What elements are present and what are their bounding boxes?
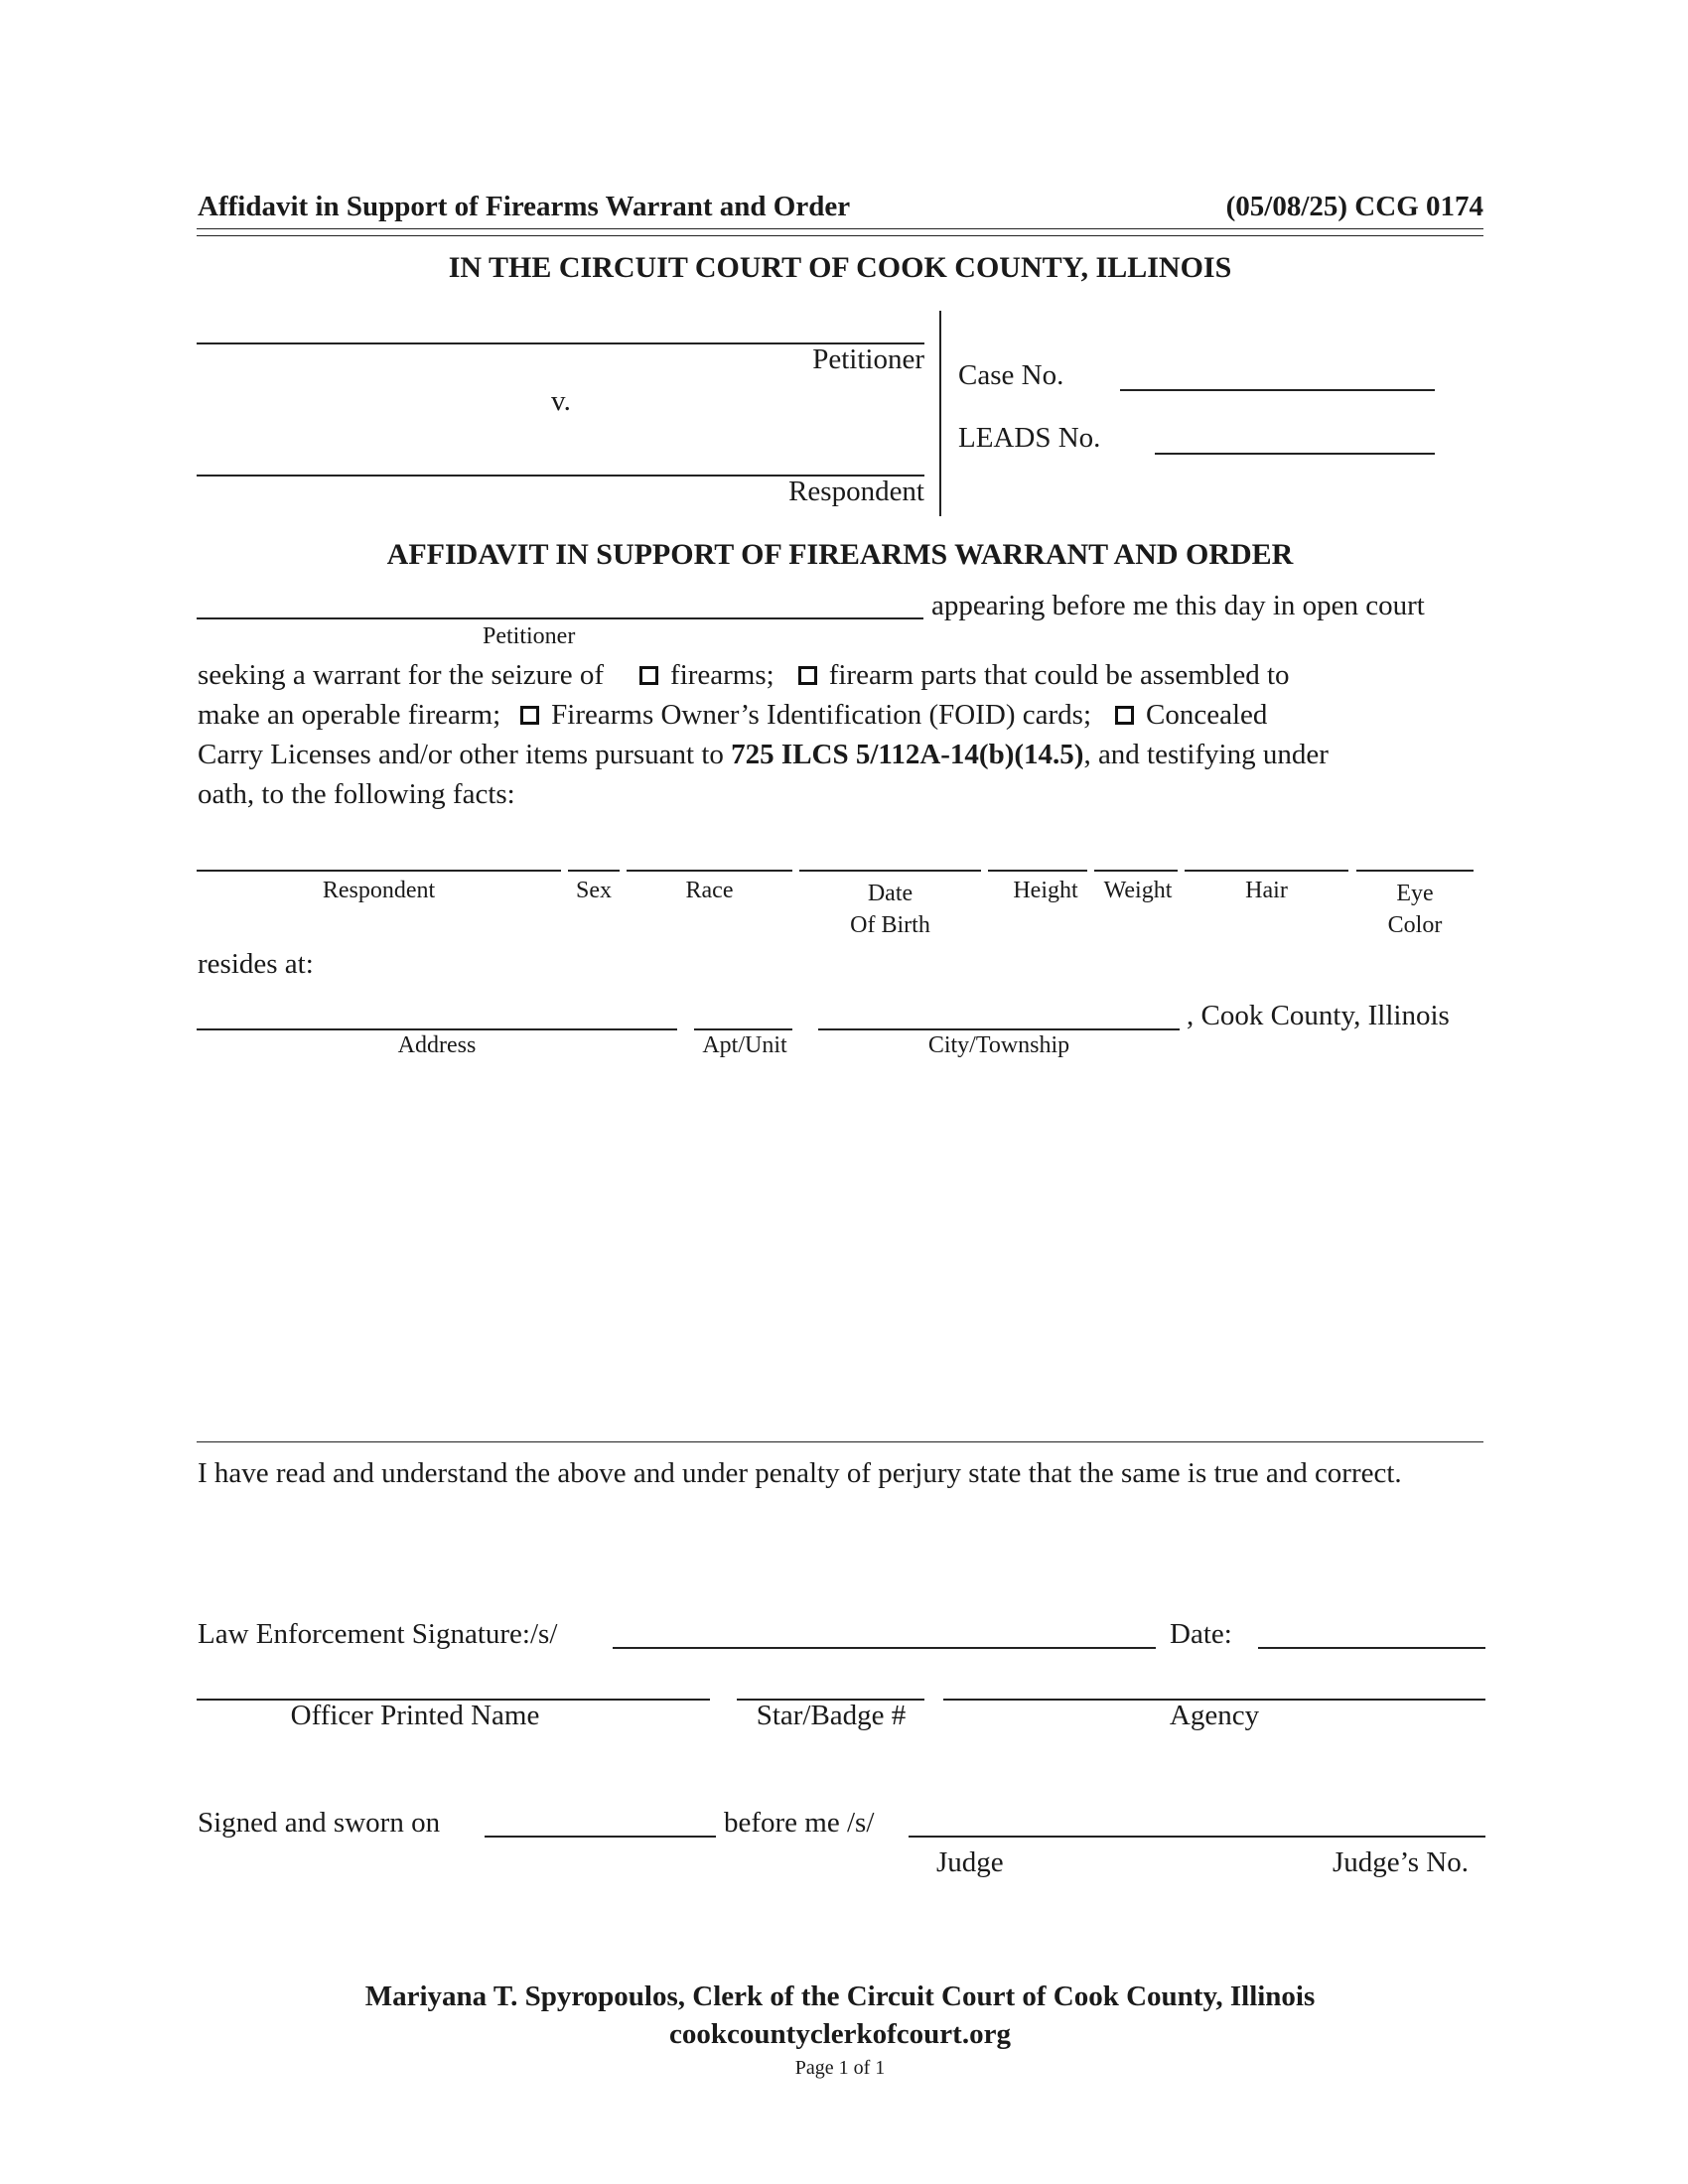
sworn-date-field[interactable] — [485, 1836, 716, 1838]
seeking-text: seeking a warrant for the seizure of — [198, 659, 605, 691]
agency-caption: Agency — [1169, 1700, 1260, 1731]
court-title: IN THE CIRCUIT COURT OF COOK COUNTY, ILLINOIS — [448, 251, 1232, 284]
sex-caption: Sex — [576, 878, 612, 903]
sex-field[interactable] — [568, 870, 620, 872]
city-field[interactable] — [818, 1028, 1180, 1030]
firearm-parts-checkbox[interactable] — [798, 666, 817, 685]
clerk-name: Mariyana T. Spyropoulos, Clerk of the Circuit Court of Cook County, Illinois — [364, 1980, 1316, 2012]
case-no-label: Case No. — [958, 359, 1064, 391]
caption-divider — [939, 311, 941, 516]
appearing-text: appearing before me this day in open court — [931, 590, 1425, 621]
hair-caption: Hair — [1245, 878, 1288, 903]
case-no-field[interactable] — [1120, 389, 1435, 391]
form-title: Affidavit in Support of Firearms Warrant and Order — [198, 191, 851, 222]
eye-caption-line1: Eye — [1396, 881, 1434, 906]
height-field[interactable] — [988, 870, 1087, 872]
firearms-checkbox[interactable] — [639, 666, 658, 685]
eye-color-field[interactable] — [1356, 870, 1474, 872]
date-label: Date: — [1170, 1618, 1232, 1650]
attestation-text: I have read and understand the above and under penalty of perjury state that the same is true and correct. — [198, 1457, 1402, 1489]
opt-parts-a: firearm parts that could be assembled to — [828, 659, 1290, 691]
header-rule-bottom — [197, 235, 1483, 236]
judge-caption: Judge — [936, 1846, 1004, 1878]
versus: v. — [551, 385, 571, 417]
leads-no-field[interactable] — [1155, 453, 1435, 455]
county-suffix: , Cook County, Illinois — [1187, 1000, 1450, 1031]
leads-no-label: LEADS No. — [958, 422, 1101, 454]
race-caption: Race — [685, 878, 734, 903]
facts-rule — [197, 1441, 1483, 1442]
judge-signature-field[interactable] — [909, 1836, 1485, 1838]
le-signature-field[interactable] — [613, 1647, 1156, 1649]
dob-caption-line2: Of Birth — [850, 912, 930, 938]
dob-field[interactable] — [799, 870, 981, 872]
opt-parts-b: make an operable firearm; — [198, 699, 501, 731]
testifying-a: , and testifying under — [1083, 739, 1329, 770]
officer-name-caption: Officer Printed Name — [290, 1700, 540, 1731]
ccl-checkbox[interactable] — [1115, 706, 1134, 725]
height-caption: Height — [1013, 878, 1078, 903]
address-field[interactable] — [197, 1028, 677, 1030]
foid-checkbox[interactable] — [520, 706, 539, 725]
opt-foid: Firearms Owner’s Identification (FOID) cards; — [551, 699, 1092, 731]
page-number: Page 1 of 1 — [794, 2057, 886, 2079]
affiant-caption: Petitioner — [483, 623, 576, 649]
address-caption: Address — [397, 1032, 477, 1058]
badge-caption: Star/Badge # — [756, 1700, 907, 1731]
hair-field[interactable] — [1185, 870, 1348, 872]
affidavit-title: AFFIDAVIT IN SUPPORT OF FIREARMS WARRANT AND ORDER — [386, 538, 1294, 571]
apt-unit-caption: Apt/Unit — [702, 1032, 787, 1058]
eye-color-caption — [1356, 878, 1474, 941]
apt-unit-field[interactable] — [694, 1028, 792, 1030]
affiant-line[interactable] — [197, 617, 923, 619]
respondent-name-field[interactable] — [197, 870, 561, 872]
date-field[interactable] — [1258, 1647, 1485, 1649]
seizure-paragraph — [198, 655, 1488, 814]
judge-no-caption: Judge’s No. — [1333, 1846, 1469, 1878]
city-caption: City/Township — [927, 1032, 1070, 1058]
facts-area[interactable] — [197, 1077, 1483, 1434]
opt-firearms: firearms; — [670, 659, 774, 691]
resides-at-label: resides at: — [198, 948, 314, 980]
respondent-caption: Respondent — [322, 878, 436, 903]
petitioner-label: Petitioner — [812, 343, 924, 375]
opt-ccl-a: Concealed — [1146, 699, 1268, 731]
opt-ccl-b: Carry Licenses and/or other items pursuant to — [198, 739, 724, 770]
dob-caption — [799, 878, 981, 941]
eye-caption-line2: Color — [1387, 912, 1443, 938]
testifying-b: oath, to the following facts: — [198, 778, 515, 810]
form-code: (05/08/25) CCG 0174 — [1225, 191, 1483, 222]
signed-sworn-label: Signed and sworn on — [198, 1807, 441, 1839]
statute-citation: 725 ILCS 5/112A-14(b)(14.5) — [731, 739, 1084, 770]
race-field[interactable] — [627, 870, 792, 872]
before-me-label: before me /s/ — [724, 1807, 875, 1839]
respondent-label: Respondent — [788, 476, 924, 507]
weight-caption: Weight — [1103, 878, 1173, 903]
dob-caption-line1: Date — [867, 881, 914, 906]
le-signature-label: Law Enforcement Signature:/s/ — [198, 1618, 558, 1650]
weight-field[interactable] — [1094, 870, 1178, 872]
header-rule-top — [197, 228, 1483, 229]
clerk-website[interactable]: cookcountyclerkofcourt.org — [669, 2018, 1011, 2050]
